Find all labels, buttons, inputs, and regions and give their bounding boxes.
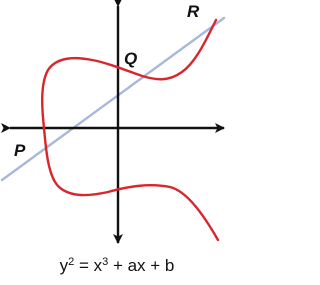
equation-equals: = (74, 256, 94, 275)
secant-line (2, 18, 224, 180)
curve-equation (0, 256, 234, 276)
point-r-label: R (187, 2, 200, 21)
equation-rhs-exponent: 3 (102, 256, 109, 268)
equation-rhs-rest: + ax + b (108, 256, 175, 275)
equation-lhs-exponent: 2 (68, 256, 75, 268)
point-q-label: Q (124, 49, 138, 68)
equation-rhs-base: x (93, 256, 103, 275)
point-p-label: P (14, 141, 26, 160)
equation-lhs-base: y (59, 256, 69, 275)
